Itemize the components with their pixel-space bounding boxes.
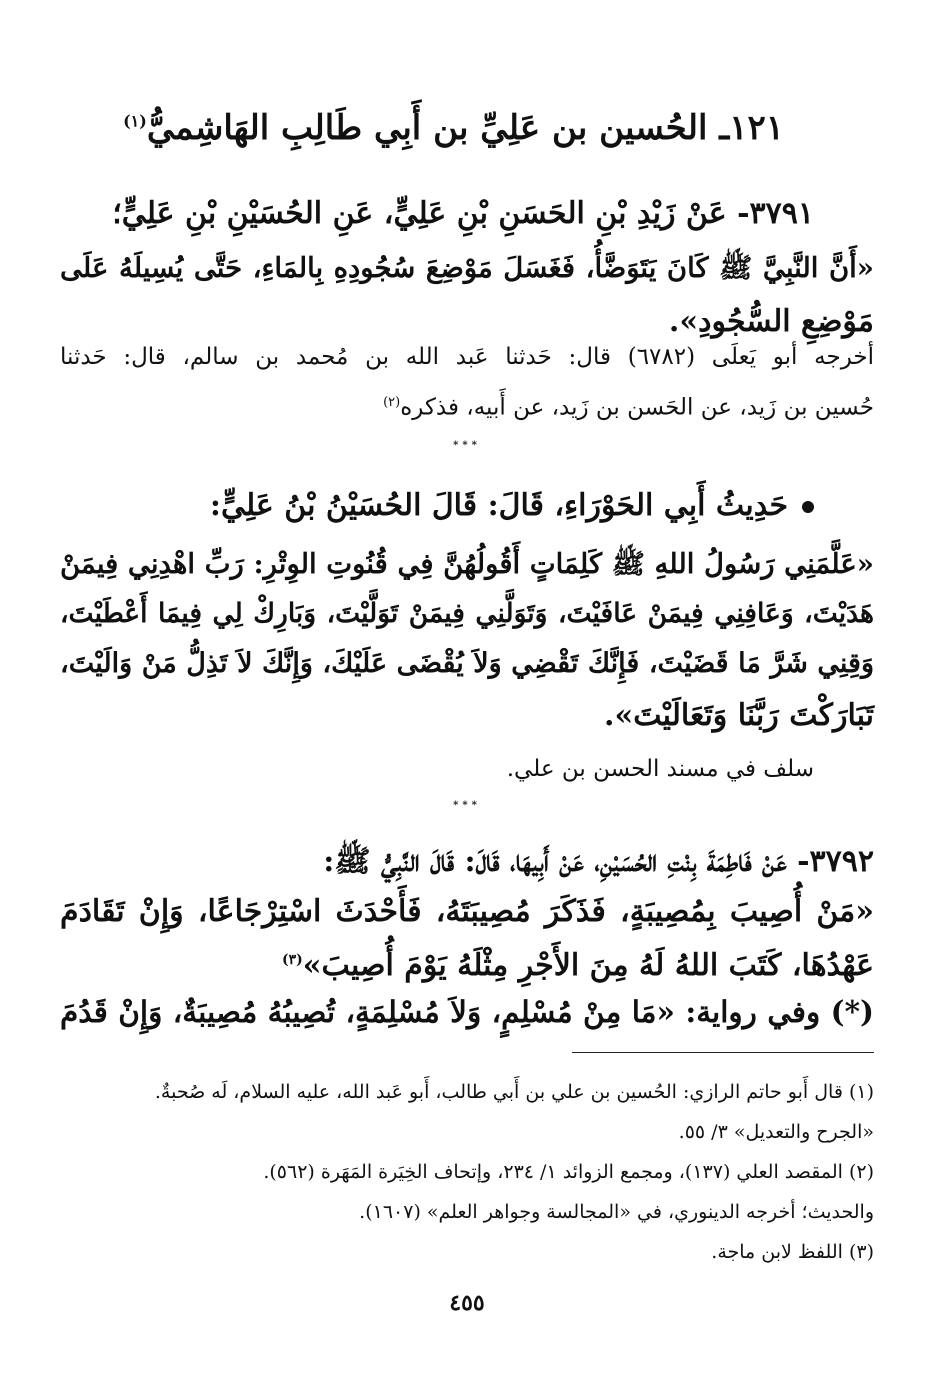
footnote-divider — [572, 1052, 874, 1053]
page-number: ٤٥٥ — [449, 1290, 485, 1316]
hadith-3792-chain: ٣٧٩٢- عَنْ فَاطِمَةَ بِنْتِ الحُسَيْنِ، عَنْ أَبِيهَا، قَالَ: قَالَ النَّبِيُّ ﷺ: — [323, 844, 874, 879]
takhrij-line-1: أخرجه أبو يَعلَى (٦٧٨٢) قال: حَدثنا عَبد الله بن مُحمد بن سالم، قال: حَدثنا — [60, 344, 874, 370]
hadith-3791-chain: ٣٧٩١- عَنْ زَيْدِ بْنِ الحَسَنِ بْنِ عَلِيٍّ، عَنِ الحُسَيْنِ بْنِ عَلِيٍّ؛ — [112, 196, 814, 231]
separator-2: *** — [453, 800, 481, 811]
hadith-3791-matn-2: مَوْضِعِ السُّجُودِ». — [668, 304, 874, 339]
title-footnote-ref: (١) — [123, 111, 147, 131]
hadith-abu-hawra-matn-2: هَدَيْتَ، وَعَافِنِي فِيمَنْ عَافَيْتَ، وَتَوَلَّنِي فِيمَنْ تَوَلَّيْتَ، وَبَارِكْ لِي فِيمَا أَعْطَيْتَ، — [60, 598, 874, 629]
hadith-abu-hawra-note: سلف في مسند الحسن بن علي. — [506, 756, 814, 782]
bullet-icon — [802, 501, 814, 513]
footnote-1-line-1: (١) قال أَبو حاتم الرازي: الحُسين بن علي بن أَبي طالب، أَبو عَبد الله، عليه السلام، لَه صُحبةٌ. — [154, 1081, 874, 1103]
footnote-2-line-2: والحديث؛ أخرجه الدينوري، في «المجالسة وجواهر العلم» (١٦٠٧). — [359, 1201, 874, 1223]
chapter-title-text: ١٢١ـ الحُسين بن عَلِيِّ بن أَبِي طَالِبِ الهَاشِميُّ — [146, 108, 784, 148]
hadith-3792-riwaya: (*) وفي رواية: «مَا مِنْ مُسْلِمٍ، وَلاَ مُسْلِمَةٍ، تُصِيبُهُ مُصِيبَةٌ، وَإِنْ قَدُمَ — [60, 994, 874, 1029]
hadith-3792-matn-1: «مَنْ أُصِيبَ بِمُصِيبَةٍ، فَذَكَرَ مُصِيبَتَهُ، فَأَحْدَثَ اسْتِرْجَاعًا، وَإِنْ تَقَادَمَ — [60, 894, 874, 929]
hadith-abu-hawra-matn-4: تَبَارَكْتَ رَبَّنَا وَتَعَالَيْتَ». — [604, 698, 874, 733]
takhrij-line-2-text: حُسين بن زَيد، عن الحَسن بن زَيد، عن أَبيه، فذكره — [400, 394, 874, 421]
takhrij-line-2 — [383, 380, 874, 431]
hadith-abu-hawra-matn-3: وَقِنِي شَرَّ مَا قَضَيْتَ، فَإِنَّكَ تَقْضِي وَلاَ يُقْضَى عَلَيْكَ، وَإِنَّكَ لاَ تَذِلُّ مَنْ وَالَيْتَ، — [60, 648, 874, 679]
hadith-abu-hawra-intro-text: حَدِيثُ أَبِي الحَوْرَاءِ، قَالَ: قَالَ الحُسَيْنُ بْنُ عَلِيٍّ: — [209, 488, 788, 523]
hadith-3791-matn-1: «أَنَّ النَّبِيَّ ﷺ كَانَ يَتَوَضَّأُ، فَغَسَلَ مَوْضِعَ سُجُودِهِ بِالمَاءِ، حَتَّى يُسِيلَهُ عَلَى — [60, 252, 874, 284]
separator-1: *** — [453, 440, 481, 451]
takhrij-footnote-ref: (٢) — [383, 395, 401, 410]
hadith-abu-hawra-matn-1: «عَلَّمَنِي رَسُولُ اللهِ ﷺ كَلِمَاتٍ أَقُولُهُنَّ فِي قُنُوتِ الوِتْرِ: رَبِّ اهْدِنِي فِيمَنْ — [60, 548, 874, 580]
hadith-3792-footnote-ref: (٣) — [281, 952, 303, 968]
footnote-1-line-2: «الجرح والتعديل» ٣/ ٥٥. — [678, 1121, 874, 1143]
hadith-3792-matn-2-text: عَهْدُهَا، كَتَبَ اللهُ لَهُ مِنَ الأَجْرِ مِثْلَهُ يَوْمَ أُصِيبَ» — [302, 948, 874, 983]
footnote-2-line-1: (٢) المقصد العلي (١٣٧)، ومجمع الزوائد ١/ ٢٣٤، وإتحاف الخِيَرة المَهَرة (٥٦٢). — [263, 1161, 874, 1183]
footnote-3-line-1: (٣) اللفظ لابن ماجة. — [711, 1241, 874, 1263]
chapter-title — [124, 108, 784, 148]
hadith-abu-hawra-intro — [210, 478, 814, 534]
